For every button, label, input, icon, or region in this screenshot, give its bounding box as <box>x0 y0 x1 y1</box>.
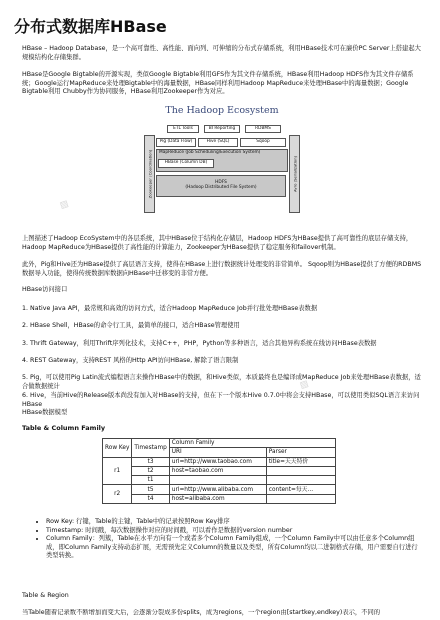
access-item-4: 4. REST Gateway，支持REST 风格的Http API访问HBase, 解除了语言限制 <box>22 357 239 364</box>
access-item-3: 3. Thrift Gateway，利用Thrift序列化技术，支持C++，PHP，Python等多种语言，适合其他异构系统在线访问HBase表数据 <box>22 340 377 347</box>
timestamp-cell: t5 <box>132 485 169 494</box>
table-row <box>103 494 336 503</box>
mapreduce-box: MapReduce (Job Scheduling/Execution System) <box>156 149 288 172</box>
uri-cell: host=taobao.com <box>169 466 266 475</box>
watermark: ▨ <box>58 198 70 212</box>
zookeeper-box: Zookeeper (Coordination) <box>144 135 155 213</box>
list-item: • Column Family：列簇，Table在水平方向有一个或者多个Column Family组成，一个Column Family中可以由任意多个Column组成，即Column Family支持动态扩展，无需预先定义Column的数量以及类型，所有Column均以二进制格式存储，用户需要自行进行类型转换。 <box>46 535 422 561</box>
page-title: 分布式数据库HBase <box>14 17 167 36</box>
hdfs-box: HDFS (Hadoop Distributed File System) <box>156 175 286 197</box>
rowkey-cell: r2 <box>103 485 132 504</box>
uri-cell: url=http://www.alibaba.com <box>169 485 266 494</box>
access-heading: HBase访问接口 <box>22 286 68 293</box>
diagram-title: The Hadoop Ecosystem <box>165 105 279 116</box>
table-row <box>103 466 336 475</box>
etl-tools-box: ETL Tools <box>167 125 199 133</box>
table-row <box>103 439 336 448</box>
uri-cell: url=http://www.taobao.com <box>169 457 266 466</box>
intro-paragraph-2: HBase是Google Bigtable的开源实现，类似Google Bigtable利用GFS作为其文件存储系统，HBase利用Hadoop HDFS作为其文件存储系统；Google运行MapReduce来处理Bigtable中的海量数据，HBase同样利用Hadoop MapReduce来处理HBase中的海量数据；Google Bigtable利用 Chubby作为协同服务，HBase利用Zookeeper作为对应。 <box>22 71 414 96</box>
rowkey-cell: r1 <box>103 457 132 485</box>
access-item-6: 6. Hive，当前Hive的Release版本尚没有加入对HBase的支持，但在下一个版本Hive 0.7.0中将会支持HBase，可以使用类似SQL语言来访问HBase <box>22 392 420 408</box>
access-item-1: 1. Native Java API，最常规和高效的访问方式，适合Hadoop MapReduce Job并行批处理HBase表数据 <box>22 305 318 312</box>
uri-cell: host=alibaba.com <box>169 494 266 503</box>
hadoop-ecosystem-diagram <box>142 105 302 215</box>
parser-cell: content=每天… <box>266 485 335 494</box>
uri-header: URI <box>169 448 266 457</box>
access-item-2: 2. HBase Shell，HBase的命令行工具，最简单的接口，适合HBase管理使用 <box>22 322 240 329</box>
ecosystem-paragraph: 上图描述了Hadoop EcoSystem中的各层系统，其中HBase位于结构化存储层，Hadoop HDFS为HBase提供了高可靠性的底层存储支持，Hadoop MapReduce为HBase提供了高性能的计算能力，Zookeeper为HBase提供了稳定服务和failover机制。 <box>22 235 413 251</box>
timestamp-cell: t1 <box>132 476 169 485</box>
parser-cell: title=天天特价 <box>266 457 335 466</box>
list-item: • Timestamp: 时间戳，每次数据操作对应的时间戳，可以看作是数据的version number <box>46 527 422 536</box>
avro-box: Avro (Serialization) <box>289 135 300 213</box>
region-paragraph: 当Table随着记录数不断增加而变大后，会逐渐分裂成多份splits，成为regions，一个region由[startkey,endkey)表示，不同的 <box>22 609 381 616</box>
sqoop-box: Sqoop <box>240 138 286 147</box>
table-row <box>103 485 336 494</box>
data-model-heading: HBase数据模型 <box>22 409 68 416</box>
parser-cell <box>266 476 335 485</box>
hbase-box: HBase (Column DB) <box>158 159 214 168</box>
parser-cell <box>266 466 335 475</box>
list-item: • Row Key: 行键，Table的主键，Table中的记录按照Row Key排序 <box>46 518 422 527</box>
region-heading: Table & Region <box>22 592 69 599</box>
column-family-header: Column Family <box>169 439 335 448</box>
bi-reporting-box: BI Reporting <box>204 125 240 133</box>
pig-box: Pig (Data Flow) <box>156 138 196 147</box>
watermark: ▨ <box>298 378 310 392</box>
timestamp-cell: t3 <box>132 457 169 466</box>
hbase-data-model-table <box>102 438 336 504</box>
timestamp-cell: t2 <box>132 466 169 475</box>
bullet-list <box>38 518 422 561</box>
pig-hive-paragraph: 此外，Pig和Hive还为HBase提供了高层语言支持，使得在HBase上进行数据统计处理变的非常简单。 Sqoop则为HBase提供了方便的RDBMS数据导入功能，使得传统数据库数据向HBase中迁移变的非常方便。 <box>22 261 422 277</box>
timestamp-header: Timestamp <box>132 439 169 458</box>
hive-box: Hive (SQL) <box>198 138 238 147</box>
parser-cell <box>266 494 335 503</box>
table-row <box>103 457 336 466</box>
table-column-family-heading: Table & Column Family <box>22 424 106 432</box>
table-row <box>103 476 336 485</box>
intro-paragraph-1: HBase – Hadoop Database，是一个高可靠性、高性能、面向列、可伸缩的分布式存储系统，利用HBase技术可在廉价PC Server上搭建起大规模结构化存储集群。 <box>22 45 421 61</box>
rowkey-header: Row Key <box>103 439 132 458</box>
timestamp-cell: t4 <box>132 494 169 503</box>
parser-header: Parser <box>266 448 335 457</box>
access-item-5: 5. Pig，可以使用Pig Latin流式编程语言来操作HBase中的数据，和Hive类似，本质最终也是编译成MapReduce Job来处理HBase表数据，适合做数据统计 <box>22 374 421 390</box>
uri-cell <box>169 476 266 485</box>
rdbms-box: RDBMS <box>245 125 281 133</box>
